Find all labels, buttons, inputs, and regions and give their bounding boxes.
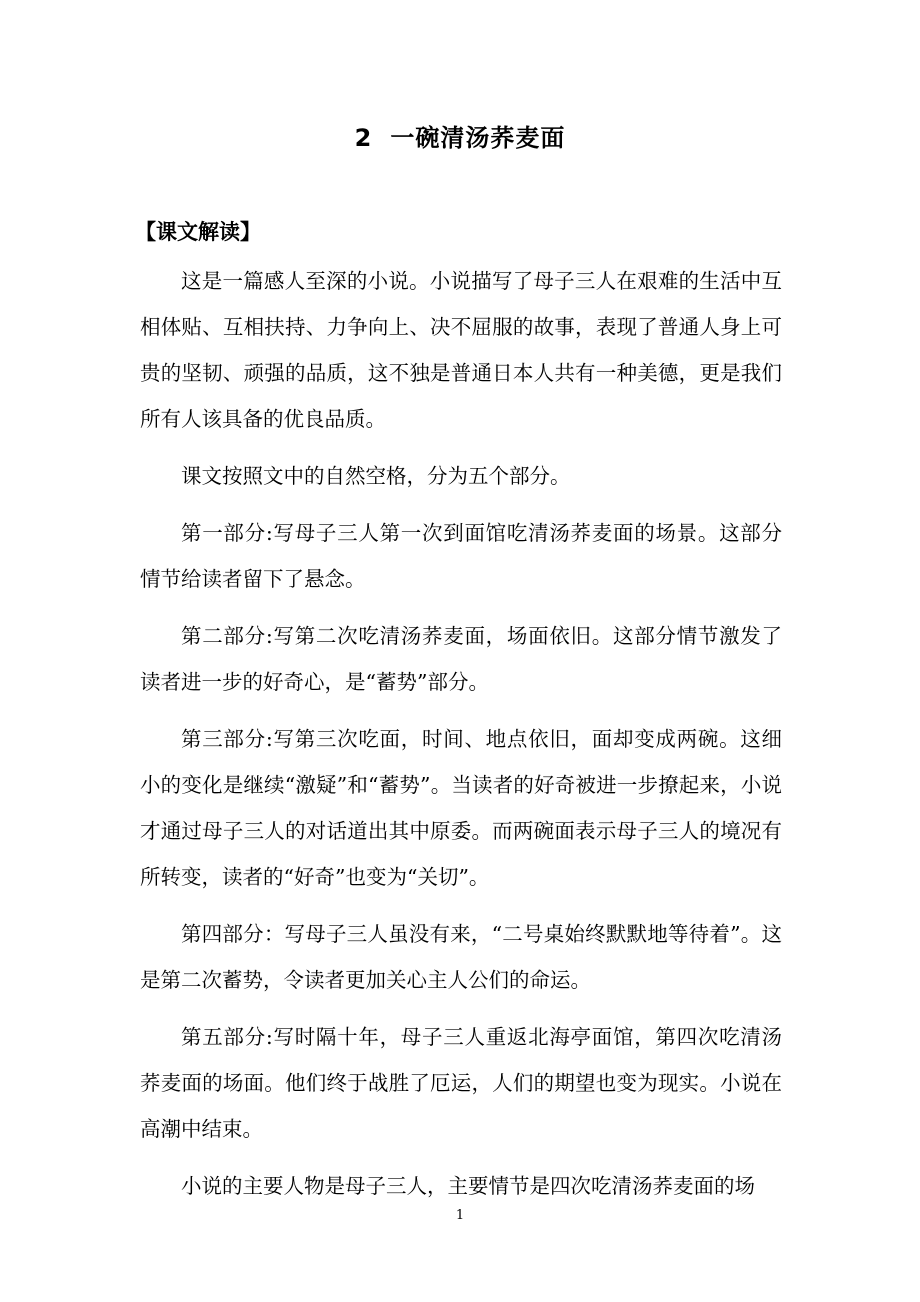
paragraph: 小说的主要人物是母子三人，主要情节是四次吃清汤荞麦面的场 [181, 1174, 755, 1198]
title-text: 一碗清汤荞麦面 [390, 124, 566, 152]
section-heading: 【课文解读】 [135, 220, 261, 244]
paragraph: 第二部分:写第二次吃清汤荞麦面，场面依旧。这部分情节激发了读者进一步的好奇心，是“蓄势”部分。 [140, 624, 782, 694]
page-number: 1 [455, 1208, 465, 1223]
paragraph: 这是一篇感人至深的小说。小说描写了母子三人在艰难的生活中互相体贴、互相扶持、力争向上、决不屈服的故事，表现了普通人身上可贵的坚韧、顽强的品质，这不独是普通日本人共有一种美德，更是我们所有人该具备的优良品质。 [140, 269, 782, 431]
paragraph: 第五部分:写时隔十年，母子三人重返北海亭面馆，第四次吃清汤荞麦面的场面。他们终于战胜了厄运，人们的期望也变为现实。小说在高潮中结束。 [140, 1025, 782, 1141]
page-title [0, 118, 920, 153]
paragraph: 第四部分：写母子三人虽没有来，“二号桌始终默默地等待着”。这是第二次蓄势，令读者更加关心主人公们的命运。 [140, 922, 782, 992]
paragraph: 第一部分:写母子三人第一次到面馆吃清汤荞麦面的场景。这部分情节给读者留下了悬念。 [140, 521, 782, 591]
paragraph: 课文按照文中的自然空格，分为五个部分。 [181, 464, 571, 488]
body-text [140, 258, 782, 1220]
title-number: 2 [354, 124, 373, 152]
paragraph: 第三部分:写第三次吃面，时间、地点依旧，面却变成两碗。这细小的变化是继续“激疑”和“蓄势”。当读者的好奇被进一步撩起来，小说才通过母子三人的对话道出其中原委。而两碗面表示母子三人的境况有所转变，读者的“好奇”也变为“关切”。 [140, 727, 782, 889]
